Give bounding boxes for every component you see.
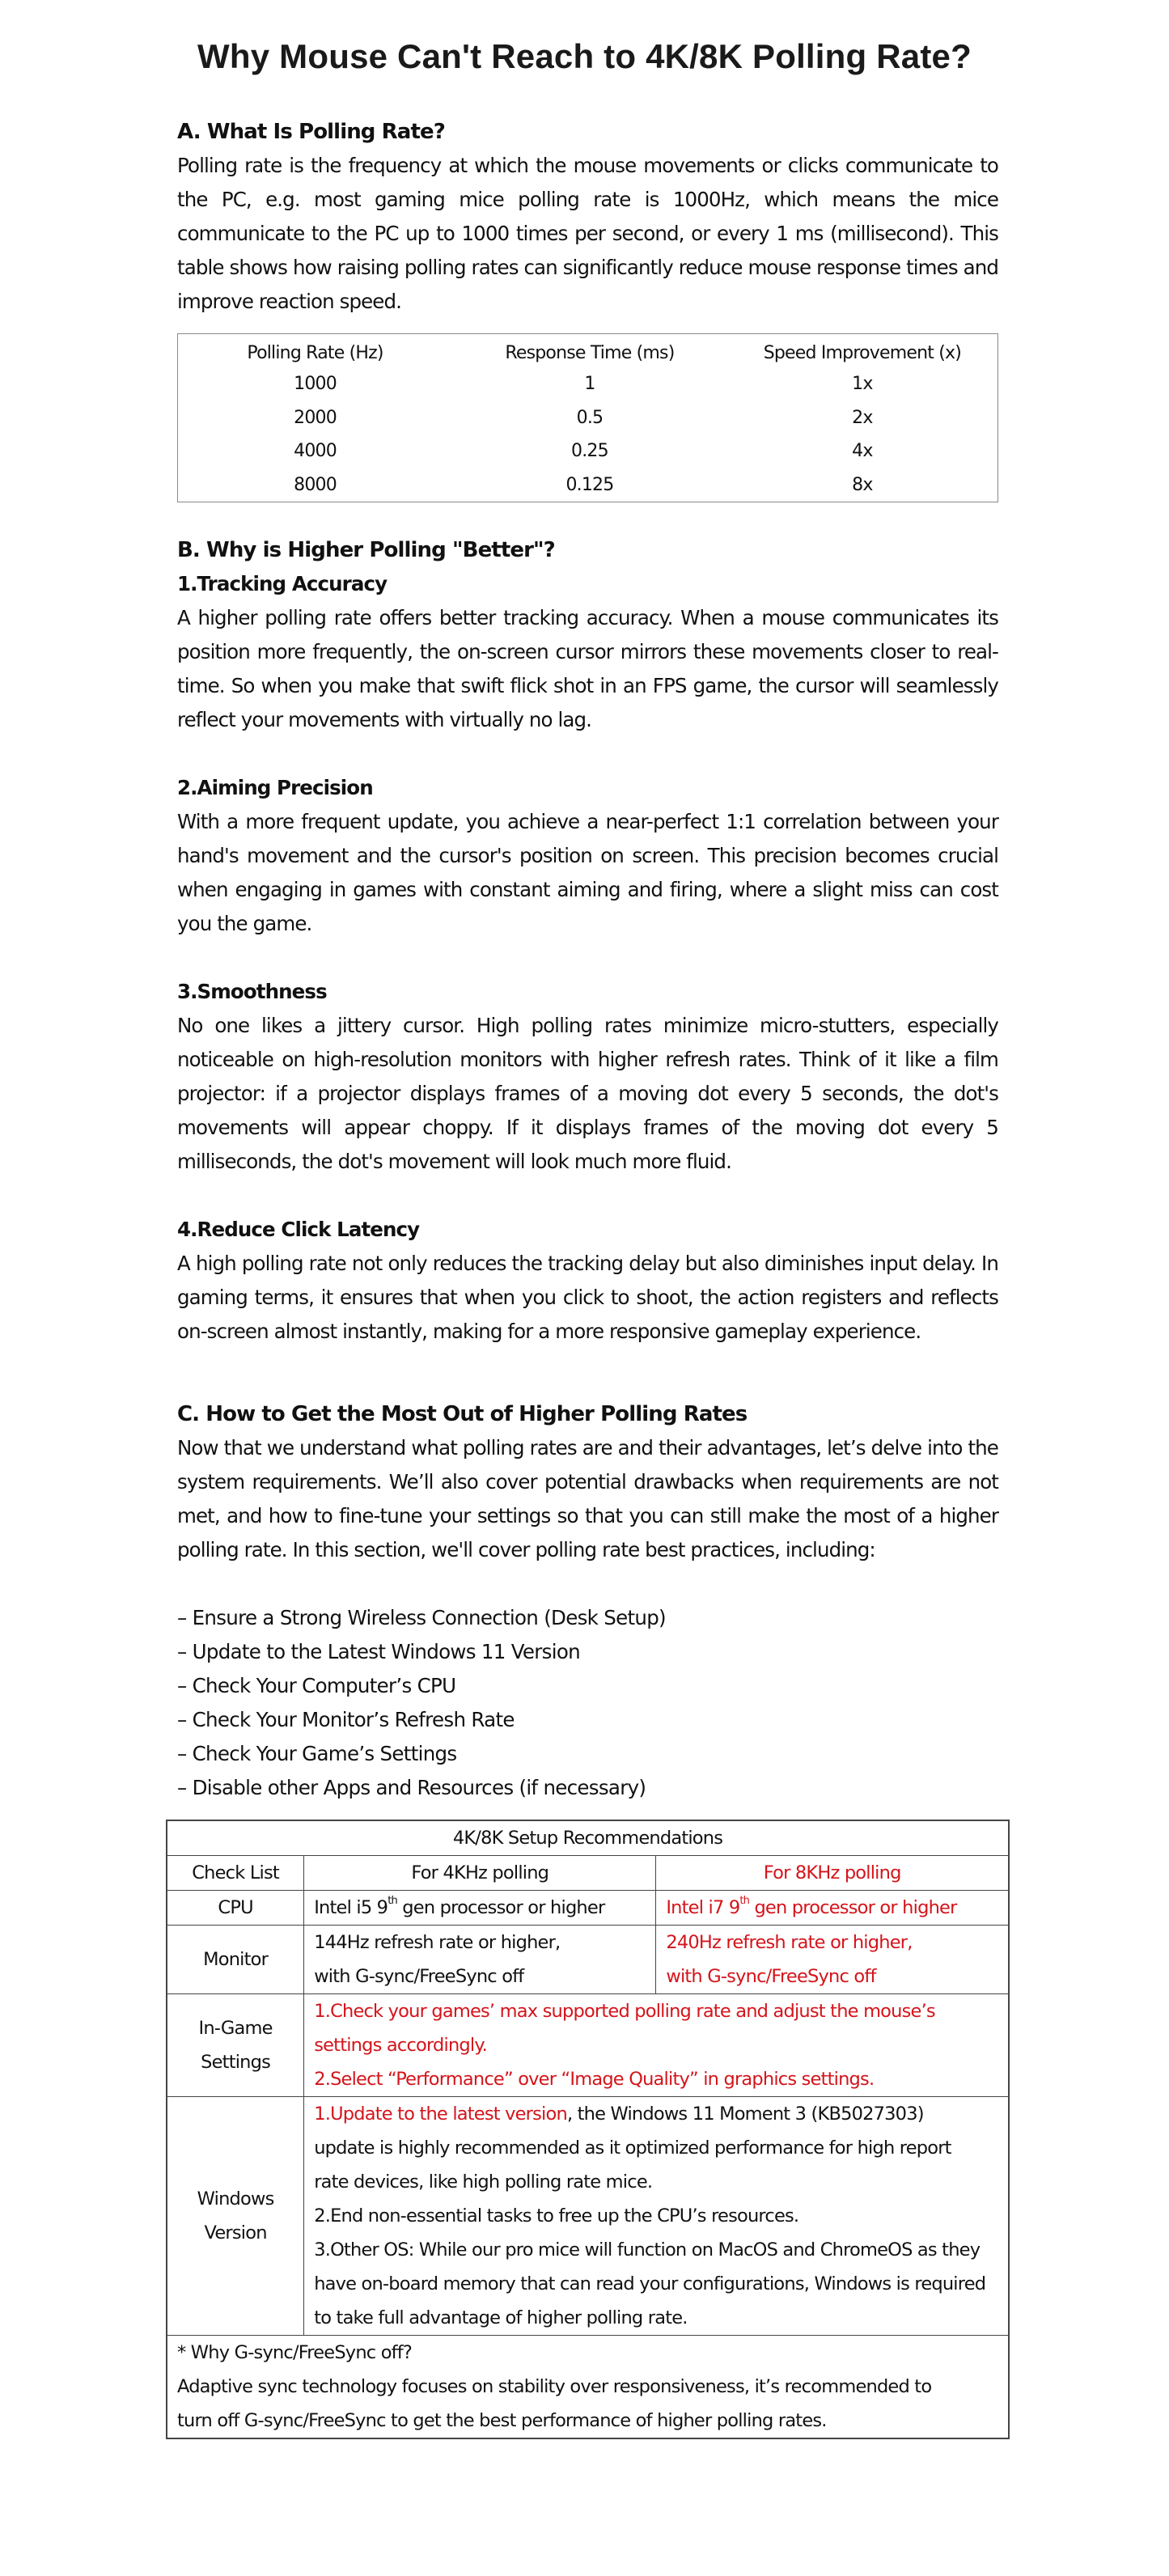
note-answer: Adaptive sync technology focuses on stability over responsiveness, it’s recommended to turn off G-sync/FreeSync to get the best performance of higher polling rates. xyxy=(177,2375,932,2431)
benefit-title: 1.Tracking Accuracy xyxy=(177,571,388,595)
cell-speed: 4x xyxy=(852,441,873,462)
header-8khz: For 8KHz polling xyxy=(656,1855,1009,1890)
label-line: In-Game xyxy=(198,2017,273,2039)
section-get-most-out xyxy=(177,1397,998,1805)
label-line: Version xyxy=(204,2222,267,2243)
spacer xyxy=(177,737,998,771)
benefit-item-click-latency xyxy=(177,1213,998,1349)
table-row xyxy=(178,367,998,401)
benefit-title: 4.Reduce Click Latency xyxy=(177,1217,420,1241)
cpu-8khz-text: Intel i7 9 xyxy=(666,1896,740,1918)
cpu-4khz-text-rest: gen processor or higher xyxy=(396,1896,605,1918)
cell-rate: 8000 xyxy=(294,474,337,495)
benefit-text: With a more frequent update, you achieve a near-perfect 1:1 correlation between your hand's movement and the cursor's position on screen. This precision becomes crucial when engaging in games with constant aiming and firing, where a slight miss can cost you the game. xyxy=(177,809,998,935)
row-label-ingame xyxy=(167,1993,304,2096)
update-link-text: 1.Update to the latest version xyxy=(314,2103,567,2125)
cpu-8khz-text-rest: gen processor or higher xyxy=(749,1896,957,1918)
spacer xyxy=(177,941,998,975)
list-item: – Update to the Latest Windows 11 Version xyxy=(177,1639,580,1663)
benefit-text: A high polling rate not only reduces the tracking delay but also diminishes input delay. In gaming terms, it ensures that when you click to shoot, the action registers and reflects on-screen almost instantly, making for a more responsive gameplay experience. xyxy=(177,1251,998,1343)
ingame-item: 1.Check your games’ max supported polling rate and adjust the mouse’s settings accordingly. xyxy=(314,2000,935,2056)
table-title-row xyxy=(167,1820,1009,1856)
ingame-item: 2.Select “Performance” over “Image Quality” in graphics settings. xyxy=(314,2068,875,2090)
windows-item xyxy=(314,2097,989,2199)
table-row-cpu xyxy=(167,1890,1009,1925)
monitor-8khz: 240Hz refresh rate or higher, with G-sync/FreeSync off xyxy=(656,1925,1009,1993)
cpu-4khz xyxy=(304,1890,656,1925)
section-a-paragraph: Polling rate is the frequency at which the mouse movements or clicks communicate to the PC, e.g. most gaming mice polling rate is 1000Hz, which means the mice communicate to the PC up to 1000 times per second, or every 1 ms (millisecond). This table shows how raising polling rates can significantly reduce mouse response times and improve reaction speed. xyxy=(177,154,998,313)
table-row-monitor xyxy=(167,1925,1009,1993)
spacer xyxy=(177,1179,998,1213)
row-label-windows xyxy=(167,2096,304,2335)
section-a-heading: A. What Is Polling Rate? xyxy=(177,120,445,144)
windows-recommendations xyxy=(304,2096,1009,2335)
row-label-cpu: CPU xyxy=(167,1890,304,1925)
cpu-4khz-text: Intel i5 9 xyxy=(314,1896,388,1918)
list-item: – Check Your Game’s Settings xyxy=(177,1741,457,1765)
note-question: * Why G-sync/FreeSync off? xyxy=(177,2341,413,2363)
benefit-item-aiming xyxy=(177,771,998,941)
benefit-text: No one likes a jittery cursor. High polling rates minimize micro-stutters, especially noticeable on high-resolution monitors with higher refresh rates. Think of it like a film projector: if a projector displays frames of a moving dot every 5 seconds, the dot's movements will appear choppy. If it displays frames of the moving dot every 5 milliseconds, the dot's movement will look much more fluid. xyxy=(177,1013,998,1173)
list-item: – Check Your Computer’s CPU xyxy=(177,1673,456,1697)
monitor-4khz: 144Hz refresh rate or higher, with G-sync/FreeSync off xyxy=(304,1925,656,1993)
cell-response: 0.25 xyxy=(571,441,608,462)
section-why-higher-polling xyxy=(177,533,998,1349)
table-row-note xyxy=(167,2335,1009,2438)
table-title: 4K/8K Setup Recommendations xyxy=(167,1820,1009,1856)
best-practices-list xyxy=(177,1601,998,1805)
windows-item: 2.End non-essential tasks to free up the CPU’s resources. xyxy=(314,2205,799,2226)
header-speed-improvement: Speed Improvement (x) xyxy=(763,343,962,363)
section-what-is-polling-rate xyxy=(177,115,998,502)
cpu-8khz xyxy=(656,1890,1009,1925)
row-label-monitor: Monitor xyxy=(167,1925,304,1993)
benefit-item-tracking xyxy=(177,567,998,737)
header-polling-rate: Polling Rate (Hz) xyxy=(247,343,383,363)
section-c-heading: C. How to Get the Most Out of Higher Polling Rates xyxy=(177,1401,748,1426)
article-content xyxy=(177,115,998,1805)
ordinal-suffix: th xyxy=(388,1895,397,1907)
section-b-heading: B. Why is Higher Polling "Better"? xyxy=(177,537,555,562)
benefit-text: A higher polling rate offers better tracking accuracy. When a mouse communicates its position more frequently, the on-screen cursor mirrors these movements closer to real-time. So when you make that swift flick shot in an FPS game, the cursor will seamlessly reflect your movements with virtually no lag. xyxy=(177,605,998,731)
cell-speed: 1x xyxy=(852,374,873,395)
table-row xyxy=(178,434,998,468)
page-title: Why Mouse Can't Reach to 4K/8K Polling Rate? xyxy=(197,37,972,75)
cell-response: 0.125 xyxy=(565,474,614,495)
header-4khz: For 4KHz polling xyxy=(304,1855,656,1890)
polling-rate-table xyxy=(177,333,998,502)
header-response-time: Response Time (ms) xyxy=(505,343,675,363)
label-line: Settings xyxy=(201,2051,271,2073)
ingame-recommendations xyxy=(304,1993,1009,2096)
section-c-paragraph: Now that we understand what polling rates are and their advantages, let’s delve into the system requirements. We’ll also cover potential drawbacks when requirements are not met, and how to fine-tune your settings so that you can still make the most of a higher polling rate. In this section, we'll cover polling rate best practices, including: xyxy=(177,1435,998,1561)
benefit-item-smoothness xyxy=(177,975,998,1179)
windows-item: 3.Other OS: While our pro mice will function on MacOS and ChromeOS as they have on-board memory that can read your configurations, Windows is required to take full advantage of higher polling rate. xyxy=(314,2239,986,2328)
benefit-title: 2.Aiming Precision xyxy=(177,775,373,799)
gsync-note xyxy=(167,2335,1009,2438)
table-row-windows xyxy=(167,2096,1009,2335)
ordinal-suffix: th xyxy=(739,1895,750,1907)
windows-item-rest: , the Windows 11 Moment 3 (KB5027303) update is highly recommended as it optimized performance for high report rate devices, like high polling rate mice. xyxy=(314,2103,951,2193)
spacer xyxy=(177,1567,998,1601)
cell-rate: 4000 xyxy=(294,441,337,462)
table-header-row xyxy=(178,334,998,368)
cell-rate: 1000 xyxy=(294,374,337,395)
table-header-row xyxy=(167,1855,1009,1890)
table-row xyxy=(178,401,998,435)
list-item: – Ensure a Strong Wireless Connection (Desk Setup) xyxy=(177,1605,666,1629)
cell-rate: 2000 xyxy=(294,407,337,428)
cell-response: 1 xyxy=(584,374,595,395)
label-line: Windows xyxy=(197,2188,274,2210)
header-check-list: Check List xyxy=(167,1855,304,1890)
list-item: – Check Your Monitor’s Refresh Rate xyxy=(177,1707,515,1731)
cell-speed: 2x xyxy=(852,407,873,428)
cell-speed: 8x xyxy=(852,474,873,495)
table-row xyxy=(178,468,998,502)
benefit-title: 3.Smoothness xyxy=(177,979,327,1003)
table-row-ingame xyxy=(167,1993,1009,2096)
cell-response: 0.5 xyxy=(576,407,604,428)
setup-recommendations-table xyxy=(166,1820,1010,2439)
list-item: – Disable other Apps and Resources (if necessary) xyxy=(177,1775,646,1799)
